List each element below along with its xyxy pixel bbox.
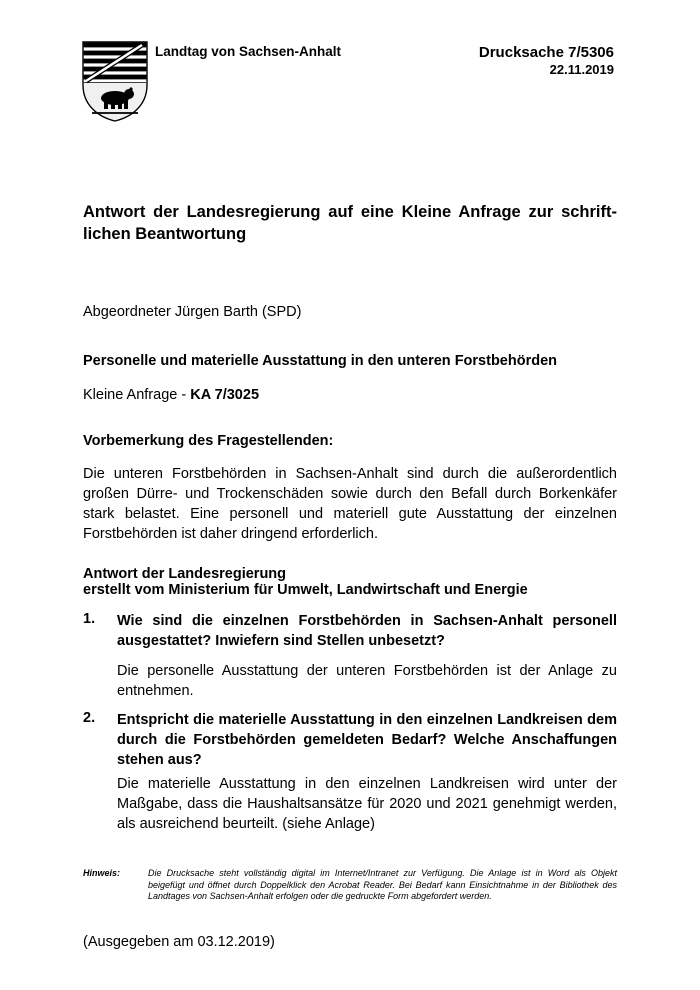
note-text: Die Drucksache steht vollständig digital im Internet/Intranet zur Verfügung. Die Anlage ist in Word als Objekt beigefügt und öffnet durch Doppelklick den Acrobat Reader. Bei Bedarf kann Einsichtnahme in der Bibliothek des Landtages von Sachsen-Anhalt erfolgen oder die gedruckte Form abgefordert werden. <box>148 868 617 901</box>
question-text: Wie sind die einzelnen Forstbehörden in Sachsen-Anhalt personell ausgestattet? Inwiefern sind Stellen unbesetzt? <box>117 613 617 649</box>
document-title: Antwort der Landesregierung auf eine Kleine Anfrage zur schrift-lichen Beantwortung <box>83 203 617 243</box>
organization-name: Landtag von Sachsen-Anhalt <box>155 44 342 59</box>
document-header <box>479 44 614 77</box>
coat-of-arms-icon <box>82 41 148 122</box>
answer-text: Die personelle Ausstattung der unteren Forstbehörden ist der Anlage zu entnehmen. <box>117 663 617 699</box>
preliminary-text: Die unteren Forstbehörden in Sachsen-Anhalt sind durch die außerordentlich großen Dürre- und Trockenschäden sowie durch den Befall durch Borkenkäfer stark belastet. Eine personell und materiell gute Ausstattung der einzelnen Forstbehörden ist daher dringend erforderlich. <box>83 466 617 542</box>
inquiry-reference <box>83 385 259 405</box>
question-number: 1. <box>83 611 96 627</box>
note-label: Hinweis: <box>83 868 121 878</box>
question-number: 2. <box>83 710 96 726</box>
answer-text: Die materielle Ausstattung in den einzelnen Landkreisen wird unter der Maßgabe, dass die Haushaltsansätze für 2020 und 2021 genehmigt werden, als ausreichend beurteilt. (siehe Anlage) <box>117 776 617 832</box>
preliminary-heading: Vorbemerkung des Fragestellenden: <box>83 433 334 449</box>
document-number: Drucksache 7/5306 <box>478 44 614 61</box>
answer-heading-line1: Antwort der Landesregierung <box>83 566 287 582</box>
subject: Personelle und materielle Ausstattung in den unteren Forstbehörden <box>83 353 558 369</box>
answer-heading-line2: erstellt vom Ministerium für Umwelt, Landwirtschaft und Energie <box>83 582 528 598</box>
issued-date: (Ausgegeben am 03.12.2019) <box>83 934 275 950</box>
question-text: Entspricht die materielle Ausstattung in den einzelnen Landkreisen dem durch die Forstbehörden gemeldeten Bedarf? Welche Anschaffungen stehen aus? <box>117 712 617 768</box>
inquiry-label: Kleine Anfrage - <box>83 387 191 403</box>
document-date: 22.11.2019 <box>549 62 614 77</box>
inquiry-number: KA 7/3025 <box>190 387 260 403</box>
author: Abgeordneter Jürgen Barth (SPD) <box>83 304 302 320</box>
